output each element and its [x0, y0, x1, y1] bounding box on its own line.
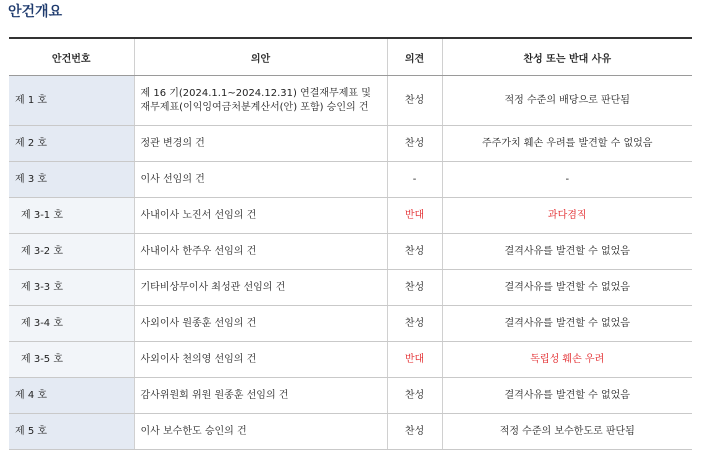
table-row [9, 76, 692, 126]
agenda-item: 감사위원회 위원 원종훈 선임의 건 [134, 378, 387, 414]
reason: 독립성 훼손 우려 [442, 342, 692, 378]
agenda-number: 제 3 호 [9, 162, 134, 198]
reason: 결격사유를 발견할 수 없었음 [442, 306, 692, 342]
reason: 결격사유를 발견할 수 없었음 [442, 378, 692, 414]
reason: 적정 수준의 배당으로 판단됨 [442, 76, 692, 126]
table-row [9, 198, 692, 234]
vote: 찬성 [387, 378, 442, 414]
agenda-number: 제 3-2 호 [9, 234, 134, 270]
table-row [9, 414, 692, 450]
agenda-number: 제 2 호 [9, 126, 134, 162]
vote: 찬성 [387, 76, 442, 126]
reason: 결격사유를 발견할 수 없었음 [442, 270, 692, 306]
agenda-number: 제 5 호 [9, 414, 134, 450]
section-title: 안건개요 [8, 4, 63, 20]
table-header-row [9, 38, 692, 76]
table-row [9, 270, 692, 306]
table-row [9, 342, 692, 378]
vote: 찬성 [387, 306, 442, 342]
agenda-item: 사외이사 원종훈 선임의 건 [134, 306, 387, 342]
agenda-number: 제 3-5 호 [9, 342, 134, 378]
header-agenda-item: 의안 [134, 38, 387, 76]
reason: 주주가치 훼손 우려를 발견할 수 없었음 [442, 126, 692, 162]
agenda-item: 기타비상무이사 최성관 선임의 건 [134, 270, 387, 306]
vote: 찬성 [387, 270, 442, 306]
table-row [9, 162, 692, 198]
agenda-item: 정관 변경의 건 [134, 126, 387, 162]
agenda-table [9, 37, 692, 450]
header-reason: 찬성 또는 반대 사유 [442, 38, 692, 76]
vote: 반대 [387, 342, 442, 378]
vote: 찬성 [387, 126, 442, 162]
reason: 결격사유를 발견할 수 없었음 [442, 234, 692, 270]
vote: 찬성 [387, 234, 442, 270]
vote: 찬성 [387, 414, 442, 450]
table-row [9, 126, 692, 162]
table-row [9, 306, 692, 342]
reason: 적정 수준의 보수한도로 판단됨 [442, 414, 692, 450]
table-row [9, 378, 692, 414]
table-row [9, 234, 692, 270]
header-vote: 의견 [387, 38, 442, 76]
agenda-item: 이사 선임의 건 [134, 162, 387, 198]
reason: 과다겸직 [442, 198, 692, 234]
agenda-item: 사내이사 노진서 선임의 건 [134, 198, 387, 234]
agenda-item: 사내이사 한주우 선임의 건 [134, 234, 387, 270]
agenda-number: 제 4 호 [9, 378, 134, 414]
vote: - [387, 162, 442, 198]
agenda-item: 사외이사 천의영 선임의 건 [134, 342, 387, 378]
agenda-number: 제 1 호 [9, 76, 134, 126]
agenda-item: 제 16 기(2024.1.1~2024.12.31) 연결재무제표 및 재무제표(이익잉여금처분계산서(안) 포함) 승인의 건 [134, 76, 387, 126]
agenda-item: 이사 보수한도 승인의 건 [134, 414, 387, 450]
vote: 반대 [387, 198, 442, 234]
agenda-number: 제 3-1 호 [9, 198, 134, 234]
agenda-number: 제 3-3 호 [9, 270, 134, 306]
agenda-number: 제 3-4 호 [9, 306, 134, 342]
header-agenda-number: 안건번호 [9, 38, 134, 76]
reason: - [442, 162, 692, 198]
